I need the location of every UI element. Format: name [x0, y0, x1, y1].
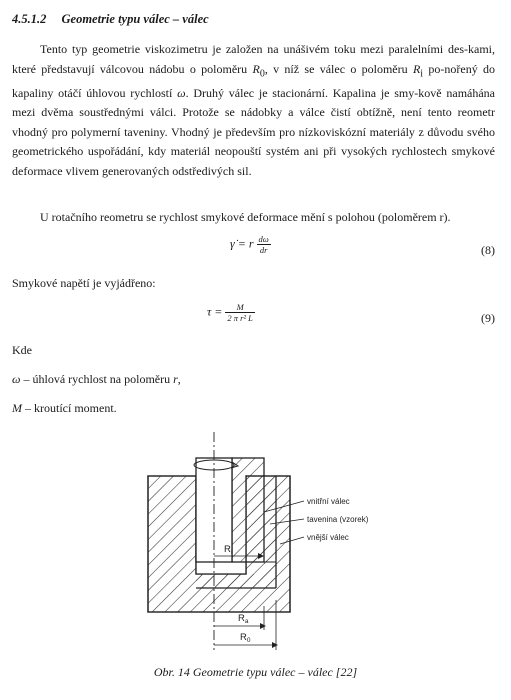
symbol-ri-sub: i: [420, 67, 424, 79]
definition-text: – úhlová rychlost na poloměru: [20, 372, 174, 386]
label-melt: tavenina (vzorek): [307, 515, 369, 524]
symbol-omega: ω: [12, 372, 21, 386]
fraction-denominator: 2 π r² L: [227, 313, 253, 323]
section-number: 4.5.1.2: [12, 12, 47, 26]
dimension-ri: $R_i$: [224, 544, 233, 556]
paragraph-shear-rate: U rotačního reometru se rychlost smykové deformace mění s polohou (poloměrem r).: [40, 210, 451, 224]
fraction-numerator: dω: [258, 234, 269, 244]
section-title: Geometrie typu válec – válec: [61, 12, 209, 26]
figure-caption: Obr. 14 Geometrie typu válec – válec [22]: [153, 665, 358, 679]
equation-lhs: τ =: [207, 304, 223, 319]
label-inner-cylinder: vnitřní válec: [307, 497, 350, 506]
dimension-r0: $R_0$: [240, 632, 251, 644]
definition-text: – kroutící moment.: [22, 401, 117, 415]
symbol-r0-sub: 0: [259, 67, 265, 79]
dimension-ra: $R_a$: [238, 613, 249, 625]
stress-label: Smykové napětí je vyjádřeno:: [12, 276, 156, 290]
fraction-denominator: dr: [259, 245, 268, 255]
symbol-omega: ω: [177, 85, 186, 100]
equation-number-9: (9): [481, 311, 495, 325]
paragraph-text: , v níž se válec o poloměru: [264, 61, 413, 76]
symbol-r0: R: [252, 61, 260, 76]
paragraph-text: po-nořený do kapaliny otáčí úhlovou rychlostí: [12, 61, 495, 100]
inner-cylinder-body: [232, 458, 264, 562]
symbol-m: M: [12, 401, 22, 415]
paragraph-text: . Druhý válec je stacionární. Kapalina je smy-kově namáhána mezi dvěma soustřednými válci. Protože se nádobky a válce čistí obtížně, není tento reometr vhodný pro polymerní taveniny. Vhodný je především pro nízkoviskózní materiály z důvodu svého geometrického uspořádání, kdy materiál neopouští systém ani při vysokých rychlostech smykové deformace vlivem generovaných odstředivých sil.: [12, 85, 495, 178]
kde-label: Kde: [12, 343, 32, 357]
equation-lhs: γ̇ = r: [230, 236, 254, 251]
symbol-ri: R: [412, 61, 421, 76]
symbol-r: r: [173, 372, 178, 386]
definition-end: ,: [177, 372, 181, 386]
equation-number-8: (8): [481, 243, 495, 257]
label-outer-cylinder: vnější válec: [307, 533, 349, 542]
fraction-numerator: M: [225, 302, 254, 313]
paragraph-text: Tento typ geometrie viskozimetru je založen na unášivém toku mezi paralelními des-kami, které představují válcovou nádobu o poloměru: [12, 42, 495, 76]
